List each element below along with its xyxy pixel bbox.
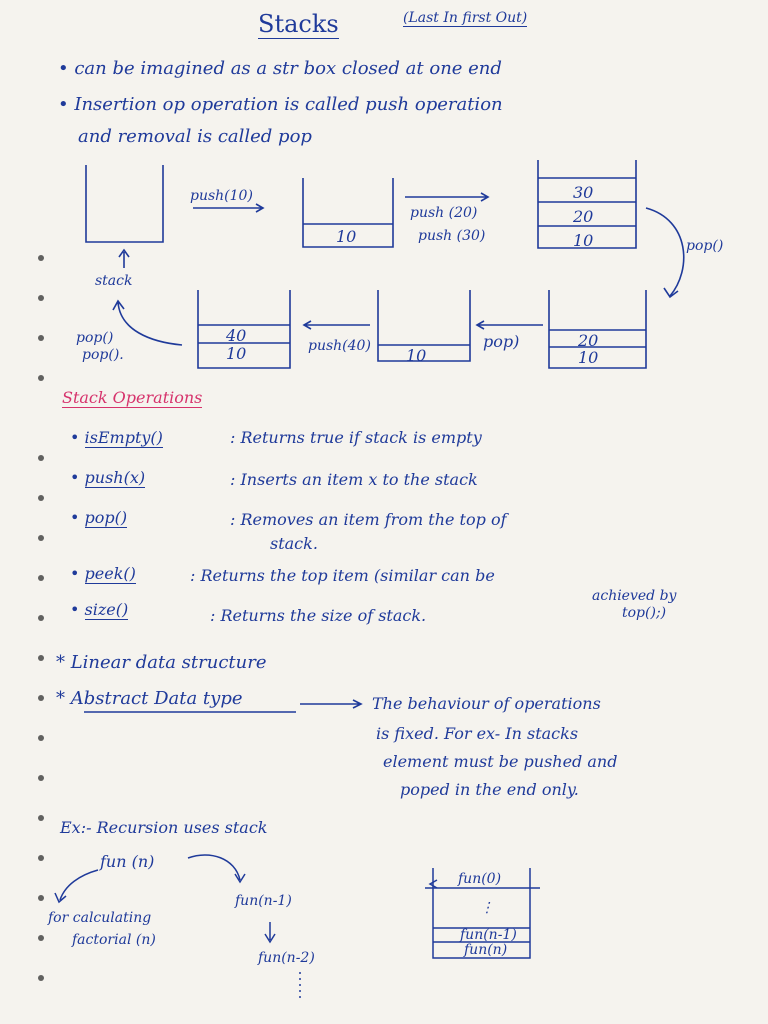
op-peek-desc: : Returns the top item (similar can be [190, 566, 495, 585]
binder-hole [38, 615, 44, 621]
push30-label: push (30) [418, 228, 486, 244]
example-heading: Ex:- Recursion uses stack [60, 818, 268, 837]
empty-stack-box [86, 165, 163, 242]
push20-label: push (20) [410, 205, 478, 221]
stack5-cell: 10 [406, 346, 427, 365]
pop-label-mid: pop) [483, 332, 520, 351]
note-linear: * Linear data structure [56, 652, 267, 673]
intro-line-2: • Insertion op operation is called push operation [58, 94, 503, 115]
pop-label-left-2: pop(). [82, 347, 124, 363]
adt-desc-2: is fixed. For ex- In stacks [376, 724, 579, 743]
binder-hole [38, 655, 44, 661]
op-size-desc: : Returns the size of stack. [210, 606, 427, 625]
binder-hole [38, 775, 44, 781]
binder-hole [38, 855, 44, 861]
op-push-name: push(x) [84, 468, 146, 487]
push10-label: push(10) [190, 188, 253, 204]
fun-n-2: fun(n-2) [258, 950, 315, 966]
stack2-cell: 10 [336, 227, 357, 246]
op-isempty-name: isEmpty() [84, 428, 163, 447]
stack-label: stack [95, 273, 133, 289]
adt-desc-4: poped in the end only. [400, 780, 579, 799]
binder-hole [38, 495, 44, 501]
page-title: Stacks [258, 10, 339, 38]
factorial-line-2: factorial (n) [72, 932, 156, 948]
call-stack-top: fun(0) [458, 871, 502, 887]
fun-n: fun (n) [100, 852, 155, 871]
binder-hole [38, 815, 44, 821]
stack6-cell-top: 40 [226, 326, 247, 345]
op-size: • size() [70, 600, 129, 619]
pop-label-left-1: pop() [76, 330, 114, 346]
stack-diagram [0, 0, 768, 400]
stack4-cell-bottom: 10 [578, 348, 599, 367]
fun-n-1: fun(n-1) [235, 893, 292, 909]
op-peek-desc-cont: achieved by [592, 588, 677, 604]
adt-desc-1: The behaviour of operations [372, 694, 601, 713]
stack3-cell-top: 30 [573, 183, 594, 202]
op-size-name: size() [84, 600, 129, 619]
binder-hole [38, 935, 44, 941]
binder-hole [38, 975, 44, 981]
op-isempty-desc: : Returns true if stack is empty [230, 428, 482, 447]
intro-line-3: and removal is called pop [78, 126, 312, 147]
stack3-cell-mid: 20 [573, 207, 594, 226]
op-pop: • pop() [70, 508, 128, 527]
binder-hole [38, 535, 44, 541]
binder-hole [38, 455, 44, 461]
op-peek-name: peek() [84, 564, 136, 583]
call-stack-n-1: fun(n-1) [460, 927, 517, 943]
binder-hole [38, 575, 44, 581]
operations-heading: Stack Operations [62, 388, 203, 407]
op-pop-desc-cont: stack. [270, 534, 318, 553]
stack4-cell-top: 20 [578, 331, 599, 350]
stack3-cell-bottom: 10 [573, 231, 594, 250]
binder-hole [38, 895, 44, 901]
adt-desc-3: element must be pushed and [383, 752, 618, 771]
factorial-line-1: for calculating [48, 910, 152, 926]
call-stack-dots: ⋮ [480, 900, 494, 916]
pop-label-right: pop() [686, 238, 724, 254]
page-subtitle: (Last In first Out) [403, 10, 528, 26]
op-isempty: • isEmpty() [70, 428, 163, 447]
push40-label: push(40) [308, 338, 371, 354]
op-peek: • peek() [70, 564, 136, 583]
op-push: • push(x) [70, 468, 146, 487]
stack6-cell-bottom: 10 [226, 344, 247, 363]
op-push-desc: : Inserts an item x to the stack [230, 470, 478, 489]
intro-line-1: • can be imagined as a str box closed at one end [58, 58, 502, 79]
op-peek-desc-cont-2: top();) [622, 605, 667, 621]
note-adt: * Abstract Data type [56, 688, 243, 709]
op-pop-name: pop() [84, 508, 128, 527]
binder-hole [38, 735, 44, 741]
op-pop-desc: : Removes an item from the top of [230, 510, 507, 529]
call-stack-n: fun(n) [464, 942, 508, 958]
binder-hole [38, 695, 44, 701]
